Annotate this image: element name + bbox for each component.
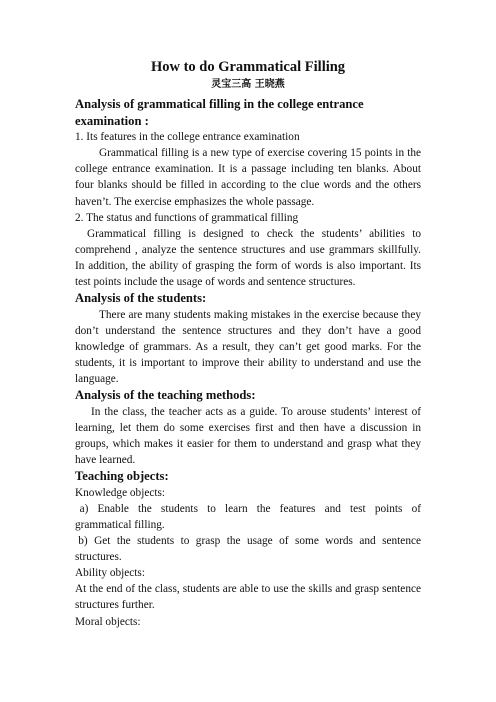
subheading-status: 2. The status and functions of grammatical filling: [75, 211, 299, 224]
section-heading-methods: Analysis of the teaching methods:: [75, 388, 256, 403]
knowledge-item-b: b) Get the students to grasp the usage of some words and sentence structures.: [75, 535, 424, 564]
document-author: 灵宝三高 王晓燕: [211, 79, 285, 90]
section-heading-analysis: Analysis of grammatical filling in the college entrance examination :: [75, 97, 364, 128]
paragraph-students: There are many students making mistakes in the exercise because they don’t understand the sentence structures and they don’t have a good knowledge of grammars. As a result, they can’t get good marks. For the students, it is important to improve their ability to understand and use the language.: [75, 308, 421, 386]
ability-objects-label: Ability objects:: [75, 567, 145, 580]
section-heading-students: Analysis of the students:: [75, 291, 207, 306]
moral-objects-label: Moral objects:: [75, 615, 141, 628]
subheading-features: 1. Its features in the college entrance examination: [75, 131, 300, 144]
document-title: How to do Grammatical Filling: [150, 59, 346, 75]
ability-objects-text: At the end of the class, students are able to use the skills and grasp sentence structures further.: [75, 583, 421, 612]
document-body: [75, 96, 424, 630]
section-heading-objects: Teaching objects:: [75, 469, 169, 484]
paragraph-features: Grammatical filling is a new type of exercise covering 15 points in the college entrance examination. It is a passage including ten blanks. About four blanks should be filled in according to the clue words and the others haven’t. The exercise emphasizes the whole passage.: [75, 147, 421, 208]
paragraph-status: Grammatical filling is designed to check the students’ abilities to comprehend , analyze the sentence structures and use grammars skillfully. In addition, the ability of grasping the form of words is also important. Its test points include the usage of words and sentence structures.: [75, 227, 421, 289]
paragraph-methods: In the class, the teacher acts as a guide. To arouse students’ interest of learning, let them do some exercises first and then have a discussion in groups, which makes it easier for them to understand and grasp what they have learned.: [75, 405, 421, 467]
knowledge-item-a: a) Enable the students to learn the features and test points of grammatical filling.: [75, 502, 424, 531]
knowledge-objects-label: Knowledge objects:: [75, 486, 166, 499]
